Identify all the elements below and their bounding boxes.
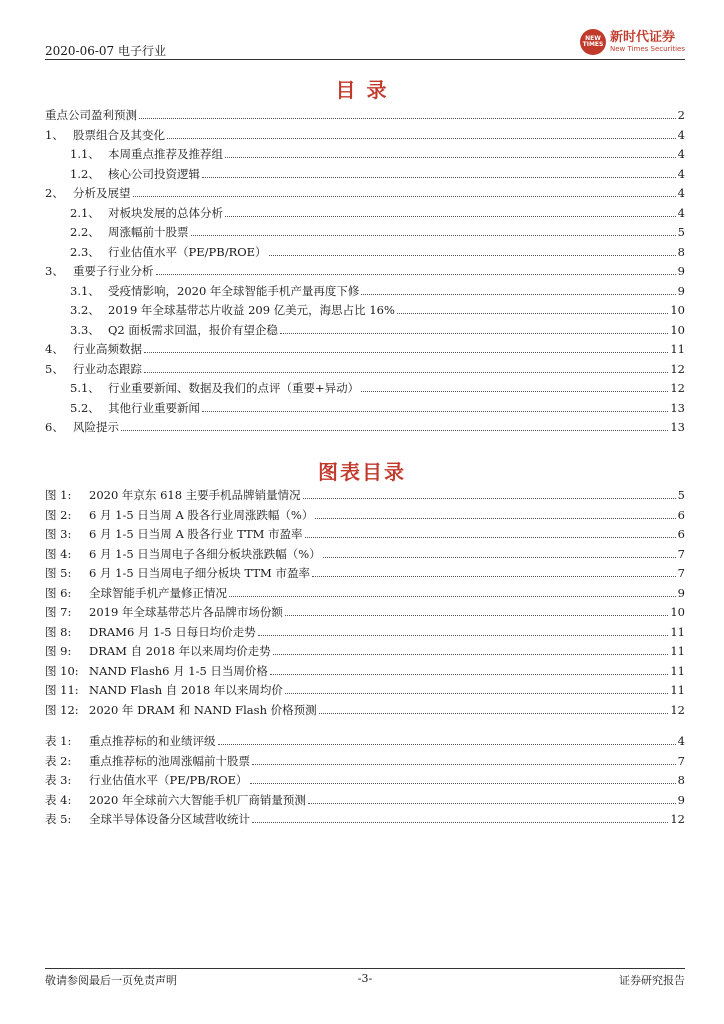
entry-page: 12 xyxy=(670,702,685,717)
dot-leader xyxy=(315,518,675,519)
toc-entry[interactable] xyxy=(45,808,685,826)
entry-label: 2019 年全球基带芯片各品牌市场份额 xyxy=(89,605,283,619)
dot-leader xyxy=(361,294,675,295)
dot-leader xyxy=(121,430,668,431)
dot-leader xyxy=(250,783,676,784)
entry-label: DRAM 自 2018 年以来周均价走势 xyxy=(89,644,271,658)
entry-number: 图 4: xyxy=(45,546,72,561)
entry-page: 4 xyxy=(677,205,685,220)
dot-leader xyxy=(258,635,669,636)
toc-entry[interactable] xyxy=(45,416,685,434)
date-sector: 2020-06-07 电子行业 xyxy=(45,44,167,58)
entry-label: 股票组合及其变化 xyxy=(73,127,165,142)
entry-number: 3、 xyxy=(45,264,64,278)
entry-page: 5 xyxy=(677,225,685,239)
dot-leader xyxy=(252,822,668,823)
figures-title: 图表目录 xyxy=(318,460,406,484)
entry-page: 11 xyxy=(670,683,685,697)
entry-number: 1.1、 xyxy=(70,147,100,161)
entry-number: 3.3、 xyxy=(70,322,100,337)
entry-label: 2019 年全球基带芯片收益 209 亿美元，海思占比 16% xyxy=(108,303,395,317)
entry-number: 3.2、 xyxy=(70,303,100,317)
toc-entry[interactable] xyxy=(45,358,685,376)
entry-number: 表 2: xyxy=(45,753,72,768)
entry-number: 5、 xyxy=(45,361,64,376)
entry-label: 对板块发展的总体分析 xyxy=(108,205,223,220)
entry-number: 4、 xyxy=(45,342,64,356)
entry-label: 2020 年 DRAM 和 NAND Flash 价格预测 xyxy=(89,702,317,717)
toc-entry[interactable] xyxy=(45,523,685,541)
entry-number: 图 5: xyxy=(45,566,72,580)
dot-leader xyxy=(229,596,676,597)
dot-leader xyxy=(280,333,668,334)
dot-leader xyxy=(285,693,668,694)
entry-number: 1.2、 xyxy=(70,166,100,181)
entry-label: Q2 面板需求回温，报价有望企稳 xyxy=(108,322,278,337)
dot-leader xyxy=(144,372,668,373)
entry-number: 3.1、 xyxy=(70,283,100,298)
entry-label: NAND Flash 自 2018 年以来周均价 xyxy=(89,683,283,697)
entry-page: 4 xyxy=(677,147,685,161)
brand-logo xyxy=(580,28,685,56)
dot-leader xyxy=(133,196,676,197)
toc-entry[interactable] xyxy=(45,182,685,200)
page-header xyxy=(45,28,685,58)
entry-page: 9 xyxy=(677,283,685,298)
entry-page: 5 xyxy=(677,488,685,502)
entry-page: 4 xyxy=(677,127,685,142)
dot-leader xyxy=(285,615,668,616)
entry-number: 1、 xyxy=(45,127,64,142)
entry-number: 图 3: xyxy=(45,527,72,541)
entry-number: 图 12: xyxy=(45,702,79,717)
entry-label: 行业重要新闻、数据及我们的点评（重要+异动） xyxy=(108,381,360,395)
entry-label: 6 月 1-5 日当周电子各细分板块涨跌幅（%） xyxy=(89,546,321,561)
entry-label: 行业高频数据 xyxy=(73,342,142,356)
entry-number: 2.1、 xyxy=(70,205,100,220)
toc-entry[interactable] xyxy=(45,562,685,580)
toc-entry[interactable] xyxy=(45,338,685,356)
entry-page: 10 xyxy=(670,605,685,619)
dot-leader xyxy=(361,391,668,392)
footer-divider xyxy=(45,968,685,969)
entry-page: 8 xyxy=(677,244,685,259)
entry-label: 风险提示 xyxy=(73,420,119,434)
entry-number: 6、 xyxy=(45,420,64,434)
entry-number: 图 6: xyxy=(45,585,72,600)
entry-number: 图 11: xyxy=(45,683,79,697)
entry-page: 8 xyxy=(677,773,685,787)
entry-label: 其他行业重要新闻 xyxy=(108,400,200,415)
entry-page: 4 xyxy=(677,734,685,748)
entry-label: 全球半导体设备分区域营收统计 xyxy=(89,812,250,826)
toc-entry[interactable] xyxy=(45,124,685,142)
dot-leader xyxy=(273,654,669,655)
toc-entry[interactable] xyxy=(45,601,685,619)
toc-entry[interactable] xyxy=(45,730,685,748)
dot-leader xyxy=(252,764,676,765)
entry-page: 12 xyxy=(670,812,685,826)
dot-leader xyxy=(218,744,676,745)
entry-label: 行业估值水平（PE/PB/ROE） xyxy=(108,244,267,259)
toc-entry[interactable] xyxy=(70,397,685,415)
entry-label: 2020 年京东 618 主要手机品牌销量情况 xyxy=(89,488,301,502)
entry-page: 11 xyxy=(670,342,685,356)
entry-label: 本周重点推荐及推荐组 xyxy=(108,147,223,161)
dot-leader xyxy=(191,235,676,236)
entry-label: 6 月 1-5 日当周电子细分板块 TTM 市盈率 xyxy=(89,566,310,580)
entry-number: 图 9: xyxy=(45,644,72,658)
dot-leader xyxy=(308,803,676,804)
toc-entry[interactable] xyxy=(70,377,685,395)
entry-label: DRAM6 月 1-5 日每日均价走势 xyxy=(89,624,256,639)
entry-label: 2020 年全球前六大智能手机厂商销量预测 xyxy=(89,792,306,807)
entry-page: 11 xyxy=(670,624,685,639)
entry-label: 周涨幅前十股票 xyxy=(108,225,189,239)
entry-number: 表 3: xyxy=(45,773,72,787)
dot-leader xyxy=(202,411,668,412)
dot-leader xyxy=(156,274,676,275)
dot-leader xyxy=(269,255,676,256)
entry-number: 图 10: xyxy=(45,663,79,678)
dot-leader xyxy=(225,157,676,158)
toc-entry[interactable] xyxy=(45,699,685,717)
entry-label: 核心公司投资逻辑 xyxy=(108,166,200,181)
entry-label: 重要子行业分析 xyxy=(73,264,154,278)
entry-label: 全球智能手机产量修正情况 xyxy=(89,585,227,600)
dot-leader xyxy=(397,313,668,314)
toc-entry[interactable] xyxy=(45,621,685,639)
entry-page: 7 xyxy=(677,753,685,768)
dot-leader xyxy=(167,138,676,139)
toc-entry[interactable] xyxy=(45,789,685,807)
logo-mark-icon: NEW TIMES xyxy=(580,29,606,55)
entry-page: 10 xyxy=(670,322,685,337)
toc-entry[interactable] xyxy=(70,143,685,161)
entry-page: 7 xyxy=(677,546,685,561)
toc-title: 目 录 xyxy=(335,78,389,102)
entry-label: 6 月 1-5 日当周 A 股各行业周涨跌幅（%） xyxy=(89,507,314,522)
entry-page: 6 xyxy=(677,507,685,522)
entry-number: 图 7: xyxy=(45,605,72,619)
entry-number: 表 1: xyxy=(45,734,72,748)
report-type: 证券研究报告 xyxy=(619,974,685,987)
dot-leader xyxy=(202,177,676,178)
entry-label: 重点推荐标的和业绩评级 xyxy=(89,734,216,748)
entry-page: 4 xyxy=(677,166,685,181)
entry-label: 分析及展望 xyxy=(73,186,131,200)
entry-page: 2 xyxy=(677,108,685,122)
entry-page: 12 xyxy=(670,381,685,395)
entry-label: 行业估值水平（PE/PB/ROE） xyxy=(89,773,248,787)
toc-entry[interactable] xyxy=(45,543,685,561)
logo-name-en: New Times Securities xyxy=(610,44,685,53)
entry-page: 9 xyxy=(677,792,685,807)
entry-page: 11 xyxy=(670,644,685,658)
dot-leader xyxy=(303,498,676,499)
entry-page: 7 xyxy=(677,566,685,580)
entry-label: 重点推荐标的池周涨幅前十股票 xyxy=(89,753,250,768)
toc-entry[interactable] xyxy=(70,202,685,220)
entry-page: 4 xyxy=(677,186,685,200)
dot-leader xyxy=(139,118,676,119)
entry-page: 6 xyxy=(677,527,685,541)
entry-page: 12 xyxy=(670,361,685,376)
entry-number: 图 1: xyxy=(45,488,72,502)
dot-leader xyxy=(305,537,676,538)
dot-leader xyxy=(270,674,668,675)
entry-number: 5.1、 xyxy=(70,381,100,395)
header-divider xyxy=(45,59,685,60)
entry-page: 10 xyxy=(670,303,685,317)
dot-leader xyxy=(144,352,668,353)
toc-entry[interactable] xyxy=(70,299,685,317)
dot-leader xyxy=(323,557,676,558)
toc-entry[interactable] xyxy=(70,163,685,181)
entry-number: 图 2: xyxy=(45,507,72,522)
logo-name-cn: 新时代证券 xyxy=(610,29,676,45)
entry-label: NAND Flash6 月 1-5 日当周价格 xyxy=(89,663,268,678)
entry-number: 5.2、 xyxy=(70,400,100,415)
toc-entry[interactable] xyxy=(45,260,685,278)
entry-page: 11 xyxy=(670,663,685,678)
toc-entry[interactable] xyxy=(45,504,685,522)
entry-number: 2.3、 xyxy=(70,244,100,259)
entry-number: 表 5: xyxy=(45,812,72,826)
toc-entry[interactable] xyxy=(45,769,685,787)
toc-entry[interactable] xyxy=(45,679,685,697)
toc-entry[interactable] xyxy=(45,640,685,658)
entry-number: 2、 xyxy=(45,186,64,200)
entry-page: 9 xyxy=(677,264,685,278)
entry-page: 13 xyxy=(670,420,685,434)
entry-number: 2.2、 xyxy=(70,225,100,239)
toc-entry[interactable] xyxy=(70,319,685,337)
entry-label: 受疫情影响，2020 年全球智能手机产量再度下修 xyxy=(108,283,360,298)
entry-label: 行业动态跟踪 xyxy=(73,361,142,376)
entry-label: 重点公司盈利预测 xyxy=(45,108,137,122)
toc-entry[interactable] xyxy=(45,660,685,678)
toc-entry[interactable] xyxy=(45,582,685,600)
toc-entry[interactable] xyxy=(45,484,685,502)
dot-leader xyxy=(319,713,669,714)
entry-label: 6 月 1-5 日当周 A 股各行业 TTM 市盈率 xyxy=(89,527,303,541)
toc-entry[interactable] xyxy=(70,241,685,259)
entry-page: 13 xyxy=(670,400,685,415)
toc-entry[interactable] xyxy=(45,750,685,768)
disclaimer-note: 敬请参阅最后一页免责声明 xyxy=(45,974,177,987)
entry-number: 表 4: xyxy=(45,792,72,807)
entry-page: 9 xyxy=(677,585,685,600)
toc-entry[interactable] xyxy=(70,221,685,239)
dot-leader xyxy=(225,216,676,217)
toc-entry[interactable] xyxy=(70,280,685,298)
page-number: -3- xyxy=(357,972,373,985)
dot-leader xyxy=(312,576,676,577)
entry-number: 图 8: xyxy=(45,624,72,639)
toc-entry[interactable] xyxy=(45,104,685,122)
